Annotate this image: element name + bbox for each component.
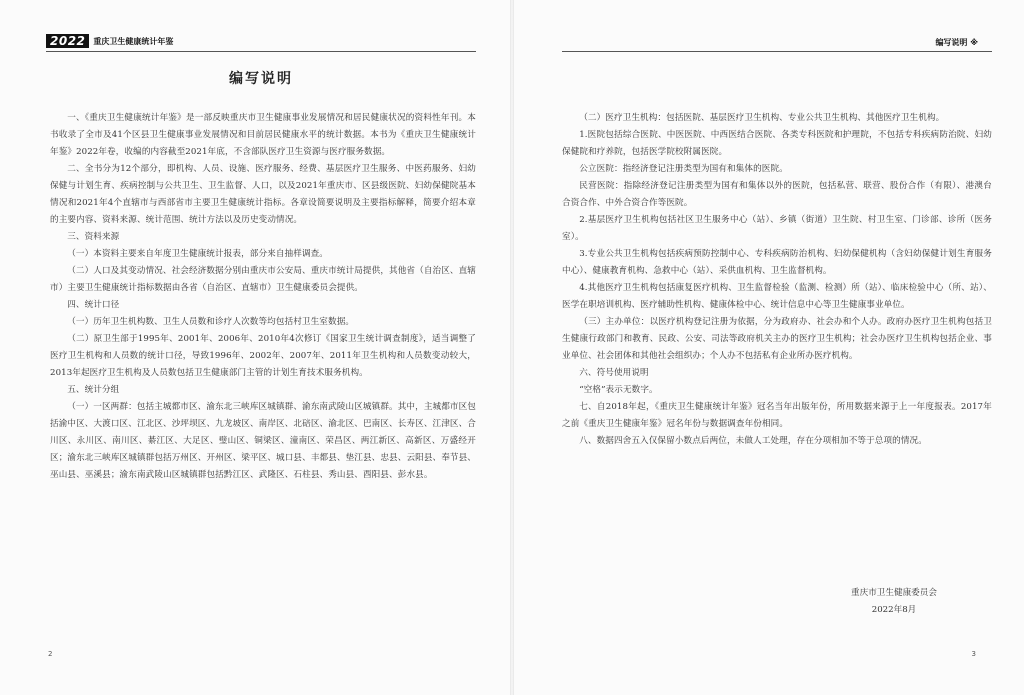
running-header — [46, 34, 173, 48]
paragraph: （一）一区两群：包括主城都市区、渝东北三峡库区城镇群、渝东南武陵山区城镇群。其中，主城都市区包括渝中区、大渡口区、江北区、沙坪坝区、九龙坡区、南岸区、北碚区、渝北区、巴南区、长寿区、江津区、合川区、永川区、南川区、綦江区、大足区、璧山区、铜梁区、潼南区、荣昌区、两江新区、高新区、万盛经开区；渝东北三峡库区城镇群包括万州区、开州区、梁平区、城口县、丰都县、垫江县、忠县、云阳县、奉节县、巫山县、巫溪县；渝东南武陵山区城镇群包括黔江区、武隆区、石柱县、秀山县、酉阳县、彭水县。 — [50, 402, 476, 480]
section-heading: 五、统计分组 — [67, 385, 120, 395]
header-rule — [46, 51, 476, 52]
paragraph: 公立医院：指经济登记注册类型为国有和集体的医院。 — [579, 164, 788, 174]
header-rule — [562, 51, 992, 52]
yearbook-title: 重庆卫生健康统计年鉴 — [93, 36, 174, 46]
page-number-left: 2 — [48, 650, 53, 658]
paragraph: 4.其他医疗卫生机构包括康复医疗机构、卫生监督检验（监测、检测）所（站）、临床检验中心（所、站）、医学在职培训机构、医疗辅助性机构、健康体检中心、统计信息中心等卫生健康事业单位。 — [562, 283, 992, 310]
paragraph: （二）人口及其变动情况、社会经济数据分别由重庆市公安局、重庆市统计局提供，其他省（自治区、直辖市）主要卫生健康统计指标数据由各省（自治区、直辖市）卫生健康委员会提供。 — [50, 266, 476, 293]
left-page — [0, 0, 510, 695]
paragraph: 八、数据四舍五入仅保留小数点后两位，未做人工处理，存在分项相加不等于总项的情况。 — [579, 436, 927, 446]
paragraph: （二）医疗卫生机构：包括医院、基层医疗卫生机构、专业公共卫生机构、其他医疗卫生机构。 — [579, 113, 945, 123]
paragraph: （一）历年卫生机构数、卫生人员数和诊疗人次数等均包括村卫生室数据。 — [67, 317, 355, 327]
right-body-text — [562, 110, 992, 450]
left-body-text — [50, 110, 476, 484]
signature-date: 2022年8月 — [871, 605, 917, 615]
section-heading: 三、资料来源 — [67, 232, 120, 242]
paragraph: （三）主办单位：以医疗机构登记注册为依据，分为政府办、社会办和个人办。政府办医疗卫生机构包括卫生健康行政部门和教育、民政、公安、司法等政府机关主办的医疗卫生机构；社会办医疗卫生机构包括企业、事业单位、社会团体和其他社会组织办；个人办不包括私有企业所办医疗机构。 — [562, 317, 992, 361]
paragraph: 二、全书分为12个部分，即机构、人员、设施、医疗服务、经费、基层医疗卫生服务、中医药服务、妇幼保健与计划生育、疾病控制与公共卫生、卫生监督、人口，以及2021年重庆市、区县级医院、妇幼保健院基本情况和2021年4个直辖市与西部省市主要卫生健康统计指标。各章设简要说明及主要指标解释，简要介绍本章的主要内容、资料来源、统计范围、统计方法以及历史变动情况。 — [50, 164, 476, 225]
paragraph: “空格”表示无数字。 — [579, 385, 658, 395]
right-page — [514, 0, 1024, 695]
page-number-right: 3 — [971, 650, 976, 658]
yearbook-year-badge: 2022 — [46, 34, 89, 48]
paragraph: （一）本资料主要来自年度卫生健康统计报表，部分来自抽样调查。 — [67, 249, 329, 259]
paragraph: 一、《重庆卫生健康统计年鉴》是一部反映重庆市卫生健康事业发展情况和居民健康状况的资料性年刊。本书收录了全市及41个区县卫生健康事业发展情况和目前居民健康水平的统计数据。本书为《重庆卫生健康统计年鉴》2022年卷，收编的内容截至2021年底，不含部队医疗卫生资源与医疗服务数据。 — [50, 113, 476, 157]
paragraph: 民营医院：指除经济登记注册类型为国有和集体以外的医院，包括私营、联营、股份合作（有限）、港澳台合资合作、中外合资合作等医院。 — [562, 181, 992, 208]
signature-org: 重庆市卫生健康委员会 — [851, 588, 937, 598]
section-heading: 六、符号使用说明 — [579, 368, 649, 378]
paragraph: 1.医院包括综合医院、中医医院、中西医结合医院、各类专科医院和护理院，不包括专科疾病防治院、妇幼保健院和疗养院，包括医学院校附属医院。 — [562, 130, 992, 157]
paragraph: 七、自2018年起，《重庆卫生健康统计年鉴》冠名当年出版年份，所用数据来源于上一年度报表。2017年之前《重庆卫生健康年鉴》冠名年份与数据调查年份相同。 — [562, 402, 992, 429]
paragraph: 2.基层医疗卫生机构包括社区卫生服务中心（站）、乡镇（街道）卫生院、村卫生室、门诊部、诊所（医务室）。 — [562, 215, 992, 242]
signature-block — [824, 585, 964, 619]
page-title: 编写说明 — [229, 71, 293, 87]
section-heading: 四、统计口径 — [67, 300, 120, 310]
running-header-section: 编写说明 ※ — [935, 38, 978, 47]
paragraph: 3.专业公共卫生机构包括疾病预防控制中心、专科疾病防治机构、妇幼保健机构（含妇幼保健计划生育服务中心）、健康教育机构、急救中心（站）、采供血机构、卫生监督机构。 — [562, 249, 992, 276]
paragraph: （二）原卫生部于1995年、2001年、2006年、2010年4次修订《国家卫生统计调查制度》，适当调整了医疗卫生机构和人员数的统计口径，导致1996年、2002年、2007年、2011年卫生机构和人员数变动较大，2013年起医疗卫生机构及人员数包括卫生健康部门主管的计划生育技术服务机构。 — [50, 334, 476, 378]
